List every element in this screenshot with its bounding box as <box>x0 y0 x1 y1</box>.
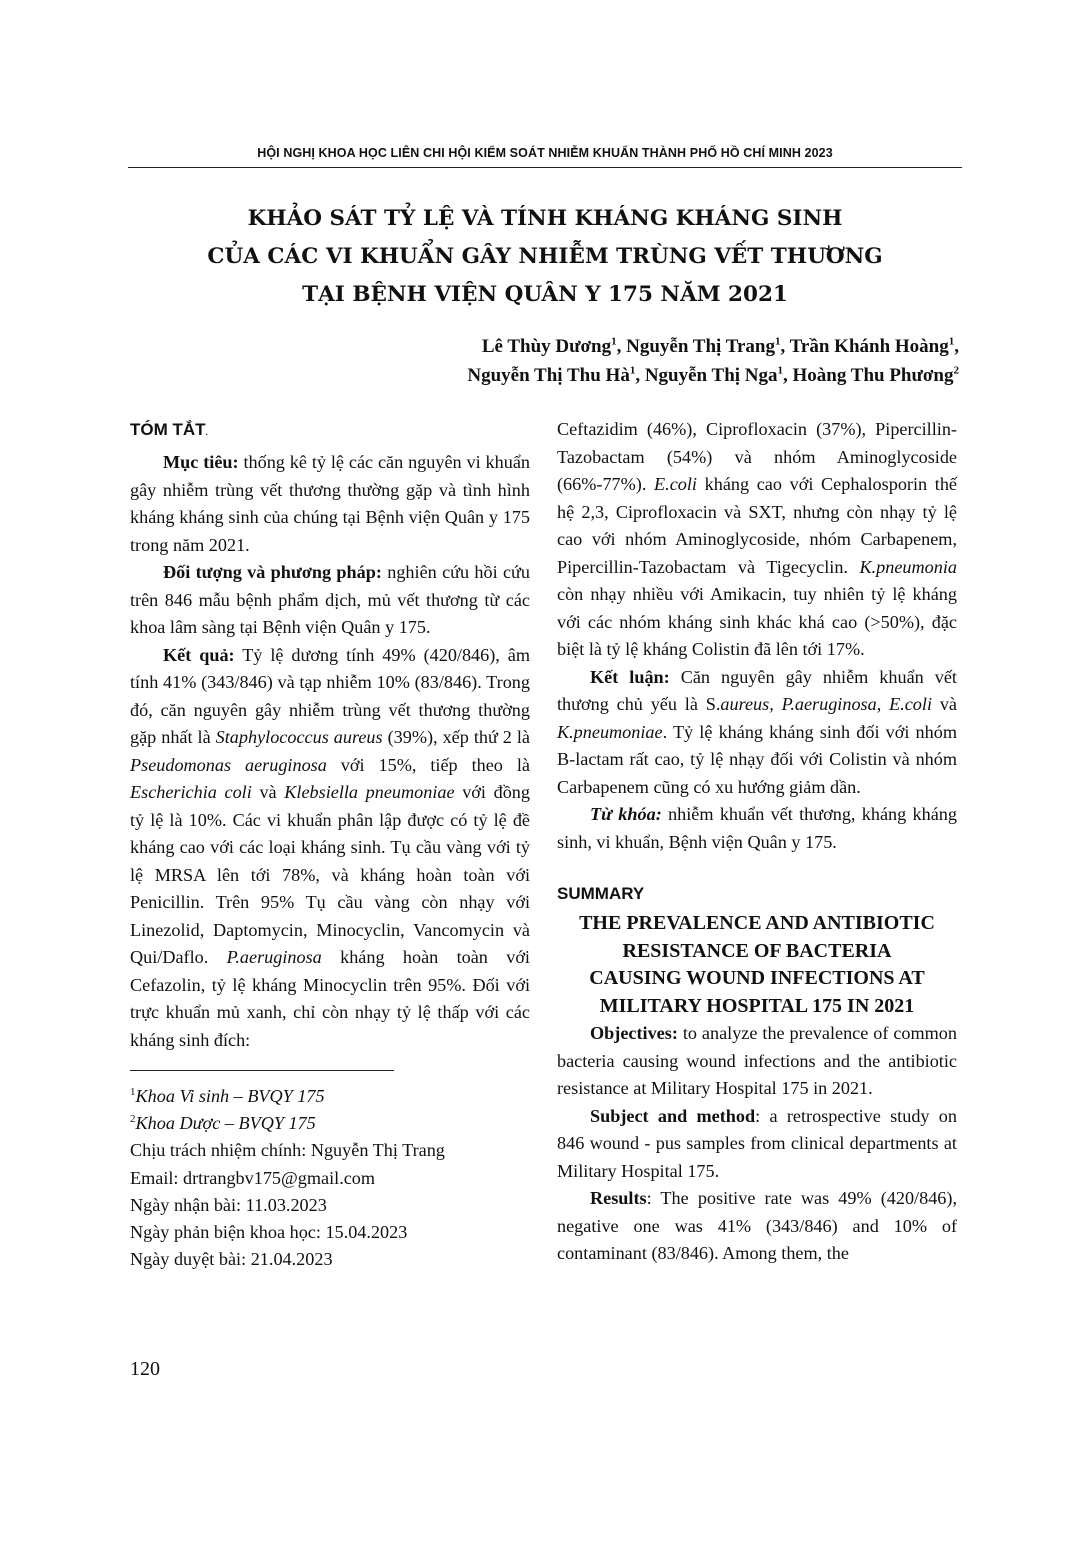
subject-method-label: Subject and method <box>590 1105 756 1126</box>
results-label: Kết quả: <box>163 644 235 665</box>
title-line: CỦA CÁC VI KHUẨN GÂY NHIỄM TRÙNG VẾT THƯƠNG <box>207 244 883 269</box>
right-column <box>557 416 957 1268</box>
affiliation-mark: 1 <box>774 335 781 348</box>
author-name: Nguyễn Thị Thu Hà <box>467 365 630 386</box>
subject-method-text: : a retrospective study on 846 wound - pus samples from clinical departments at Military Hospital 175. <box>557 1105 957 1181</box>
results-text: Tỷ lệ dương tính 49% (420/846), âm tính 41% (343/846) và tạp nhiễm 10% (83/846). Trong đó, căn nguyên gây nhiễm trùng vết thương thường gặp nhất là <box>130 644 530 747</box>
keywords-label: Từ khóa: <box>590 804 662 824</box>
objective-paragraph <box>130 449 530 559</box>
species-name: Klebsiella pneumoniae <box>284 782 455 802</box>
results-text-cont: Ceftazidim (46%), Ciprofloxacin (37%), Pipercillin-Tazobactam (54%) và nhóm Aminoglycoside (66%-77%). <box>557 419 957 494</box>
results-en-text: : The positive rate was 49% (420/846), negative one was 41% (343/846) and 10% of contaminant (83/846). Among them, the <box>557 1188 957 1263</box>
footnote-rule <box>130 1070 394 1071</box>
author-name: Trần Khánh Hoàng <box>789 336 949 357</box>
conclusion-text: và <box>932 694 957 714</box>
species-name: Pseudomonas aeruginosa <box>130 754 327 775</box>
conclusion-text: . Tỷ lệ kháng kháng sinh đối với nhóm B-lactam rất cao, tỷ lệ nhạy đối với Colistin và nhóm Carbapenem cũng có xu hướng giảm dần. <box>557 721 957 797</box>
title-line: TẠI BỆNH VIỆN QUÂN Y 175 NĂM 2021 <box>302 282 788 307</box>
method-label: Đối tượng và phương pháp: <box>163 562 382 582</box>
title-line: KHẢO SÁT TỶ LỆ VÀ TÍNH KHÁNG KHÁNG SINH <box>247 206 843 231</box>
running-header: HỘI NGHỊ KHOA HỌC LIÊN CHI HỘI KIỂM SOÁT NHIỄM KHUẨN THÀNH PHỐ HỒ CHÍ MINH 2023 <box>257 146 833 160</box>
footnote-text: Khoa Vi sinh – BVQY 175 <box>135 1086 325 1106</box>
species-name: E.coli <box>654 474 697 494</box>
footnote-mark: 1 <box>130 1085 136 1098</box>
footnote-mark: 2 <box>130 1113 136 1126</box>
results-en-label: Results <box>590 1188 647 1208</box>
objective-label: Mục tiêu: <box>163 452 239 472</box>
author-name: Hoàng Thu Phương <box>792 365 954 386</box>
summary-heading: SUMMARY <box>557 884 645 903</box>
conclusion-label: Kết luận: <box>590 666 670 687</box>
english-title-line: CAUSING WOUND INFECTIONS AT <box>589 967 925 989</box>
abstract-heading <box>130 416 530 447</box>
heading-mark: . <box>205 428 208 437</box>
keywords-paragraph <box>557 801 957 856</box>
species-name: Staphylococcus aureus <box>215 727 383 747</box>
results-text: kháng cao với Cephalosporin thế hệ 2,3, Ciprofloxacin và SXT, nhưng còn nhạy tỷ lệ cao với nhóm Aminoglycoside, nhóm Carbapenem, Pipercillin-Tazobactam và Tigecyclin. <box>557 474 957 577</box>
objectives-text: to analyze the prevalence of common bacteria causing wound infections and the antibiotic resistance at Military Hospital 175 in 2021. <box>557 1023 957 1098</box>
left-column <box>130 416 530 1273</box>
species-name: aureus, P.aeruginosa, E.coli <box>720 694 933 714</box>
email: Email: drtrangbv175@gmail.com <box>130 1167 376 1188</box>
species-name: Escherichia coli <box>130 782 252 802</box>
footnote-affiliation-2 <box>130 1110 530 1137</box>
author-line: Lê Thùy Dương$^1$, Nguyễn Thị Trang$^1$, Trần Khánh Hoàng$^1$, <box>481 335 959 357</box>
method-text: nghiên cứu hồi cứu trên 846 mẫu bệnh phẩm dịch, mủ vết thương từ các khoa lâm sàng tại Bệnh viện Quân y 175. <box>130 562 530 637</box>
corresponding-author: Chịu trách nhiệm chính: Nguyễn Thị Trang <box>130 1140 445 1161</box>
results-text: còn nhạy nhiều với Amikacin, tuy nhiên tỷ lệ kháng với các nhóm kháng sinh khác khá cao (>50%), đặc biệt là tỷ lệ kháng Colistin đã lên tới 17%. <box>557 584 957 659</box>
conclusion-paragraph <box>557 664 957 802</box>
date-accepted: Ngày duyệt bài: 21.04.2023 <box>130 1249 333 1270</box>
results-text-split: kháng hoàn toàn với Cefazolin, tỷ lệ kháng Minocyclin trên 95%. Đối với trực khuẩn mủ xanh, chỉ còn nhạy tỷ lệ thấp với các kháng sinh đích: <box>130 947 530 1050</box>
author-name: Nguyễn Thị Trang <box>626 336 775 357</box>
footnote-affiliation-1 <box>130 1083 530 1110</box>
affiliation-mark: 2 <box>953 364 959 377</box>
header-rule <box>128 167 962 168</box>
results-text: (39%), xếp thứ 2 là <box>382 727 531 747</box>
footnotes <box>130 1083 530 1273</box>
author-name: Lê Thùy Dương <box>481 336 612 357</box>
author-name: Nguyễn Thị Nga <box>644 365 778 386</box>
results-paragraph <box>130 642 530 1055</box>
english-title-line: THE PREVALENCE AND ANTIBIOTIC <box>579 912 935 934</box>
species-name: P.aeruginosa <box>226 947 322 967</box>
author-list <box>259 332 959 390</box>
author-line: Nguyễn Thị Thu $Hà^1$, Nguyễn Thị Nga$^1$, Hoàng Thu Phương$^2$ <box>467 364 959 386</box>
results-text: với 15%, tiếp theo là <box>326 754 530 775</box>
conclusion-text: Căn nguyên gây nhiễm khuẩn vết thương chủ yếu là S. <box>557 666 957 714</box>
subject-method-paragraph <box>557 1103 957 1186</box>
english-title-line: RESISTANCE OF BACTERIA <box>622 939 892 962</box>
results-continued <box>557 416 957 664</box>
results-text: và <box>251 782 285 802</box>
english-title-line: MILITARY HOSPITAL 175 IN 2021 <box>599 994 915 1017</box>
date-reviewed: Ngày phản biện khoa học: 15.04.2023 <box>130 1222 408 1243</box>
abstract-heading-text: TÓM TẮT <box>130 420 206 439</box>
article-title <box>128 200 962 314</box>
objective-text: thống kê tỷ lệ các căn nguyên vi khuẩn gây nhiễm trùng vết thương thường gặp và tình hình kháng kháng sinh của chúng tại Bệnh viện Quân y 175 trong năm 2021. <box>130 452 530 555</box>
affiliation-mark: 1 <box>948 335 955 348</box>
english-title <box>557 910 957 1020</box>
species-name: K.pneumoniae <box>557 721 663 742</box>
method-paragraph <box>130 559 530 642</box>
page-number: 120 <box>130 1358 160 1380</box>
species-name: K.pneumonia <box>859 556 957 577</box>
results-text: với đồng tỷ lệ là 10%. Các vi khuẩn phân lập được có tỷ lệ đề kháng cao với các loại kháng sinh. Tụ cầu vàng với tỷ lệ MRSA lên tới 78%, và kháng hoàn toàn với Penicillin. Trên 95% Tụ cầu vàng còn nhạy với Linezolid, Daptomycin, Minocyclin, Vancomycin và Qui/Daflo. <box>130 782 530 967</box>
affiliation-mark: 1 <box>611 335 617 348</box>
keywords-text: nhiễm khuẩn vết thương, kháng kháng sinh, vi khuẩn, Bệnh viện Quân y 175. <box>557 804 957 852</box>
affiliation-mark: 1 <box>777 364 784 377</box>
objectives-paragraph <box>557 1020 957 1103</box>
objectives-label: Objectives: <box>590 1023 678 1043</box>
results-en-paragraph <box>557 1185 957 1268</box>
footnote-text: Khoa Dược – BVQY 175 <box>135 1113 316 1134</box>
date-received: Ngày nhận bài: 11.03.2023 <box>130 1194 327 1215</box>
affiliation-mark: 1 <box>629 364 636 377</box>
